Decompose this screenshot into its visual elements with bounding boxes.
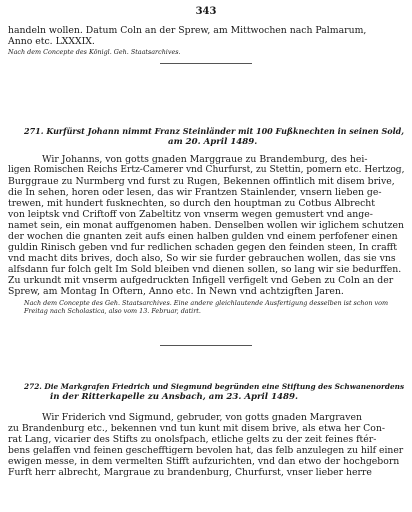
- text-line: rat Lang, vicarier des Stifts zu onolsfpach, etliche gelts zu der zeit feines ftér-: [8, 434, 377, 445]
- source-note: Nach dem Concepte des Königl. Geh. Staatsarchives.: [8, 48, 181, 56]
- text-line: Wir Johanns, von gotts gnaden Marggraue zu Brandemburg, des hei-: [42, 154, 368, 165]
- document-heading: 271. Kurfürst Johann nimmt Franz Steinländer mit 100 Fußknechten in seinen Sold,: [24, 126, 405, 136]
- text-line: Zu urkundt mit vnserm aufgedruckten Infigell verfigelt vnd Geben zu Coln an der: [8, 275, 394, 286]
- text-line: handeln wollen. Datum Coln an der Sprew, am Mittwochen nach Palmarum,: [8, 25, 367, 36]
- document-heading-date: in der Ritterkapelle zu Ansbach, am 23. April 1489.: [50, 392, 298, 402]
- document-heading: 272. Die Markgrafen Friedrich und Siegmund begründen eine Stiftung des Schwanenordens: [24, 382, 405, 391]
- text-line: bens gelaffen vnd feinen geschefftigern bevolen hat, das felb anzulegen zu hilf einer: [8, 445, 404, 456]
- text-line: Wir Friderich vnd Sigmund, gebruder, von gotts gnaden Margraven: [42, 412, 362, 423]
- text-line: alfsdann fur folch gelt Im Sold bleiben vnd dienen sollen, so lang wir sie bedurffen.: [8, 264, 402, 275]
- text-line: ligen Romischen Reichs Ertz-Camerer vnd Churfurst, zu Stettin, pomern etc. Hertzog,: [8, 165, 405, 175]
- text-line: vnd macht dits brives, doch also, So wir sie furder gebrauchen wollen, das sie vns: [8, 253, 396, 264]
- text-line: guldin Rinisch geben vnd fur redlichen schaden gegen den feinden steen, In crafft: [8, 242, 397, 253]
- text-line: Furft herr albrecht, Margraue zu brandenburg, Churfurst, vnser lieber herre: [8, 467, 372, 478]
- text-line: Sprew, am Montag In Oftern, Anno etc. In Newn vnd achtzigften Jaren.: [8, 286, 344, 297]
- text-line: trewen, mit hundert fusknechten, so durch den houptman zu Cotbus Albrecht: [8, 198, 376, 209]
- text-line: Anno etc. LXXXIX.: [8, 36, 95, 47]
- separator-rule: [160, 345, 252, 346]
- text-line: namet sein, ein monat auffgenomen haben. Denselben wollen wir iglichem schutzen: [8, 220, 404, 231]
- text-line: von leiptsk vnd Criftoff von Zabeltitz von vnserm wegen gemustert vnd ange-: [8, 209, 373, 220]
- text-line: die In sehen, horen oder lesen, das wir Frantzen Stainlender, vnsern lieben ge-: [8, 187, 382, 198]
- text-line: der wochen die gnanten zeit aufs einen halben gulden vnd einem perfofener einen: [8, 231, 398, 242]
- text-line: zu Brandenburg etc., bekennen vnd tun kunt mit disem brive, als etwa her Con-: [8, 423, 385, 434]
- source-note: Nach dem Concepte des Geh. Staatsarchives. Eine andere gleichlautende Ausfertigung desselben ist schon vom Freitag nach Scholastica, also vom 13. Februar, datirt.: [24, 299, 389, 315]
- text-line: Burggraue zu Nurmberg vnd furst zu Rugen, Bekennen offintlich mit disem brive,: [8, 176, 395, 187]
- separator-rule: [160, 63, 252, 64]
- text-line: ewigen messe, in dem vermelten Stifft aufzurichten, vnd dan etwo der hochgeborn: [8, 456, 400, 467]
- page-number: 343: [195, 6, 217, 17]
- document-heading-date: am 20. April 1489.: [168, 137, 258, 147]
